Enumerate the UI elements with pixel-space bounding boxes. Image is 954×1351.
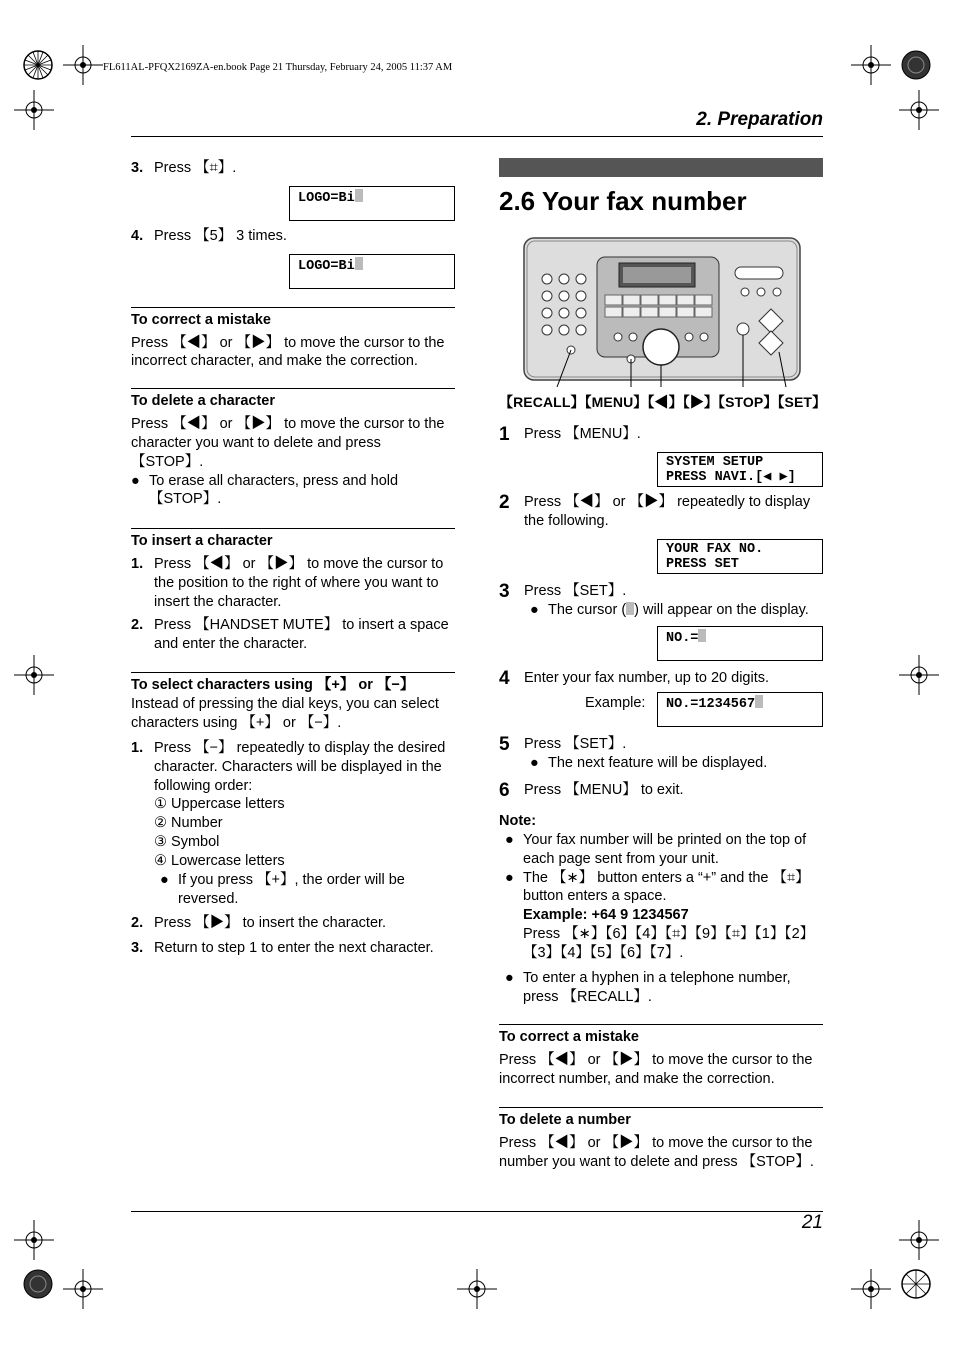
paragraph: Instead of pressing the dial keys, you can select characters using 【+】 or 【−】. [131, 696, 439, 732]
crosshair-mark-icon [63, 1269, 103, 1309]
title-bar [499, 158, 823, 177]
paragraph: Press 【◀】 or 【▶】 to move the cursor to the number you want to delete and press 【STOP】. [499, 1134, 814, 1170]
step-2 [131, 914, 455, 933]
step-text: Press 【−】 repeatedly to display the desired character. Characters will be displayed in the following order: ① Uppercase letters ② Number ③ Symbol ④ Lowercase letters ● If you press 【+】, the order will be reversed. [154, 739, 455, 909]
subsection-title: To delete a number [499, 1107, 823, 1130]
crosshair-mark-icon [899, 1220, 939, 1260]
crosshair-mark-icon [14, 90, 54, 130]
step-3 [131, 159, 455, 178]
order-item: ④ Lowercase letters [154, 852, 285, 869]
crosshair-mark-icon [14, 1220, 54, 1260]
step-number: 2 [499, 491, 510, 513]
example-label: Example: [585, 695, 646, 712]
example-keys: Press 【∗】【6】【4】【⌗】【9】【⌗】【1】【2】【3】【4】【5】【6】【7】. [523, 926, 815, 961]
step-text: Press 【HANDSET MUTE】 to insert a space and enter the character. [154, 616, 449, 652]
step-number: 2. [131, 915, 144, 932]
step-number: 4. [131, 227, 144, 244]
step-number: 6 [499, 780, 510, 802]
step-6 [499, 781, 823, 800]
paragraph: Press 【◀】 or 【▶】 to move the cursor to the character you want to delete and press 【STOP】. [131, 416, 445, 470]
order-item: ③ Symbol [154, 834, 220, 851]
crosshair-mark-icon [851, 1269, 891, 1309]
step-3 [131, 939, 455, 958]
lcd-display: SYSTEM SETUP PRESS NAVI.[◀ ▶] [657, 452, 823, 487]
page-title: 2.6 Your fax number [499, 186, 747, 216]
step-number: 1 [499, 423, 510, 445]
subsection-title: To select characters using 【+】 or 【−】 [131, 672, 455, 695]
step-text: Press 【⌗】. [154, 160, 237, 176]
book-info-line: FL611AL-PFQX2169ZA-en.book Page 21 Thursday, February 24, 2005 11:37 AM [103, 62, 453, 73]
step-text: Enter your fax number, up to 20 digits. [524, 670, 770, 687]
step-5 [499, 735, 823, 773]
cursor-icon [698, 629, 706, 642]
step-text: Press 【SET】. ● The next feature will be displayed. [524, 735, 823, 773]
bullet-item: ● To enter a hyphen in a telephone number, press 【RECALL】. [505, 969, 791, 1005]
order-item: ② Number [154, 815, 223, 832]
step-number: 3 [499, 580, 510, 602]
step-number: 4 [499, 668, 510, 690]
step-text: Press 【◀】 or 【▶】 repeatedly to display the following. [524, 493, 811, 529]
section-header: 2. Preparation [696, 109, 823, 130]
lcd-display: NO.= [657, 626, 823, 661]
button-labels: 【RECALL】【MENU】【◀】【▶】【STOP】【SET】 [499, 393, 827, 410]
subsection-title: To delete a character [131, 388, 455, 411]
subsection-title: To insert a character [131, 528, 455, 551]
step-1 [131, 739, 455, 909]
crosshair-mark-icon [457, 1269, 497, 1309]
step-number: 1. [131, 556, 144, 573]
crosshair-mark-icon [899, 90, 939, 130]
right-column [499, 158, 827, 1172]
bullet-item: ● The next feature will be displayed. [530, 755, 768, 772]
crosshair-mark-icon [63, 45, 103, 85]
bullet-item: ● The cursor ( ) will appear on the display. [530, 601, 809, 618]
step-text: Press 【5】 3 times. [154, 227, 287, 244]
registration-mark-icon [18, 45, 58, 85]
bullet-item: ● Your fax number will be printed on the top of each page sent from your unit. [505, 831, 807, 867]
fax-machine-illustration [523, 237, 813, 387]
registration-mark-icon [18, 1264, 58, 1304]
page-number: 21 [801, 1212, 823, 1233]
order-item: ① Uppercase letters [154, 796, 285, 813]
step-number: 5 [499, 734, 510, 756]
lcd-display: LOGO=Bi [289, 186, 455, 221]
subsection-title: To correct a mistake [499, 1024, 823, 1047]
step-3 [499, 582, 823, 620]
step-4 [499, 669, 823, 688]
left-column [131, 155, 455, 958]
cursor-icon [755, 695, 763, 708]
step-text: Return to step 1 to enter the next character. [154, 940, 434, 957]
lcd-display: LOGO=Bi [289, 254, 455, 289]
step-text: Press 【▶】 to insert the character. [154, 915, 387, 932]
example-row [499, 692, 823, 727]
subsection-title: To correct a mistake [131, 307, 455, 330]
lcd-display: YOUR FAX NO. PRESS SET [657, 539, 823, 574]
step-2 [131, 616, 455, 654]
crosshair-mark-icon [899, 655, 939, 695]
cursor-icon [355, 189, 363, 202]
step-text: Press 【◀】 or 【▶】 to move the cursor to the position to the right of where you want to insert the character. [154, 556, 444, 610]
example-text: Example: +64 9 1234567 [523, 907, 689, 924]
step-1 [131, 555, 455, 612]
header-rule [131, 136, 823, 137]
step-text: Press 【MENU】. [524, 425, 641, 442]
step-number: 1. [131, 739, 144, 756]
paragraph: Press 【◀】 or 【▶】 to move the cursor to the incorrect number, and make the correction. [499, 1052, 813, 1088]
registration-mark-icon [896, 1264, 936, 1304]
paragraph: Press 【◀】 or 【▶】 to move the cursor to the incorrect character, and make the correction. [131, 334, 445, 370]
registration-mark-icon [896, 45, 936, 85]
cursor-icon [355, 257, 363, 270]
bullet-item: ● If you press 【+】, the order will be reversed. [160, 871, 405, 907]
footer-rule [131, 1211, 823, 1212]
step-number: 2. [131, 616, 144, 633]
note-title: Note: [499, 813, 537, 830]
cursor-icon [626, 602, 634, 615]
step-1 [499, 425, 823, 444]
crosshair-mark-icon [14, 655, 54, 695]
step-number: 3. [131, 160, 144, 176]
step-text: Press 【SET】. ● The cursor ( ) will appear on the display. [524, 582, 823, 620]
step-text: Press 【MENU】 to exit. [524, 782, 684, 799]
step-2 [499, 493, 823, 531]
step-number: 3. [131, 940, 144, 957]
step-4 [131, 227, 455, 246]
crosshair-mark-icon [851, 45, 891, 85]
lcd-display: NO.=1234567 [657, 692, 823, 727]
bullet-item: ● To erase all characters, press and hold 【STOP】. [131, 472, 399, 508]
bullet-item: ● The 【∗】 button enters a “+” and the 【⌗】 button enters a space. Example: +64 9 1234567 Press 【∗】【6】【4】【⌗】【9】【⌗】【1】【2】【3】【4】【5】【6】【7】. [505, 869, 823, 963]
